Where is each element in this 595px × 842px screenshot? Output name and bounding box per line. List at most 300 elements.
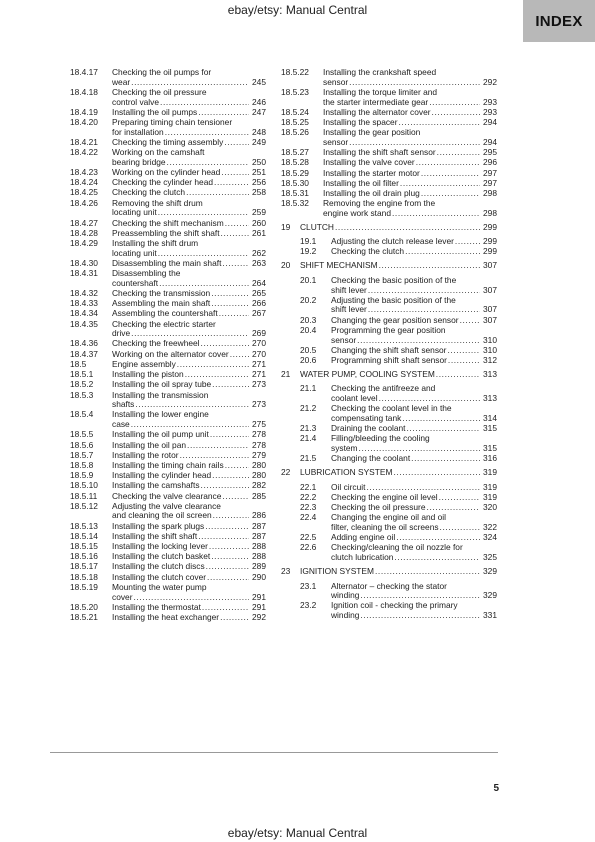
toc-entry-title: Checking the clutch xyxy=(112,187,186,198)
toc-entry-title: Working on the cylinder head xyxy=(112,167,221,178)
toc-entry-title: the starter intermediate gear xyxy=(323,96,429,107)
bottom-banner: ebay/etsy: Manual Central xyxy=(227,826,368,840)
toc-entry-page: 265 xyxy=(252,287,266,298)
dot-leader xyxy=(224,138,249,148)
toc-entry-title: Preparing timing chain tensioner xyxy=(112,117,233,128)
toc-entry-title: Installing the rotor xyxy=(112,449,179,460)
dot-leader xyxy=(379,261,480,271)
toc-entry-title: Adjusting the valve clearance xyxy=(112,500,221,511)
toc-entry[interactable] xyxy=(70,269,266,288)
toc-entry-page: 296 xyxy=(483,157,497,168)
toc-entry-number: 18.5.3 xyxy=(70,389,94,400)
toc-entry-page: 273 xyxy=(252,399,266,410)
toc-entry-page: 329 xyxy=(483,590,497,601)
toc-entry-page: 313 xyxy=(483,393,497,404)
toc-entry-title: Installing the spacer xyxy=(323,117,398,128)
toc-entry[interactable] xyxy=(70,320,266,339)
toc-entry-page: 289 xyxy=(252,561,266,572)
toc-entry-title: Working on the alternator cover xyxy=(112,348,229,359)
toc-entry-number: 19 xyxy=(281,221,291,232)
toc-entry-title: Installing the shift drum xyxy=(112,237,199,248)
toc-entry-title: locating unit xyxy=(112,207,157,218)
toc-entry[interactable] xyxy=(70,562,266,572)
toc-entry-number: 18.4.35 xyxy=(70,318,98,329)
dot-leader xyxy=(416,158,480,168)
dot-leader xyxy=(411,454,480,464)
toc-entry-page: 315 xyxy=(483,443,497,454)
toc-entry[interactable] xyxy=(281,261,497,271)
toc-entry-page: 291 xyxy=(252,601,266,612)
dot-leader xyxy=(405,247,480,257)
toc-entry-page: 258 xyxy=(252,187,266,198)
toc-entry-title: Oil circuit xyxy=(331,481,366,492)
toc-entry-number: 21.1 xyxy=(300,383,317,394)
toc-entry-number: 18.4.34 xyxy=(70,308,98,319)
toc-entry-number: 22.5 xyxy=(300,532,317,543)
toc-entry-title: Installing the oil pump unit xyxy=(112,429,209,440)
page-number: 5 xyxy=(493,783,499,794)
toc-entry[interactable] xyxy=(281,128,497,147)
toc-entry-page: 310 xyxy=(483,344,497,355)
toc-entry[interactable] xyxy=(300,326,497,345)
dot-leader xyxy=(394,553,480,563)
toc-entry-title: Installing the transmission xyxy=(112,389,209,400)
toc-entry-title: Assembling the main shaft xyxy=(112,298,211,309)
toc-entry-page: 313 xyxy=(483,368,497,379)
toc-entry[interactable] xyxy=(281,68,497,87)
toc-entry-title: Checking the shift mechanism xyxy=(112,217,224,228)
toc-entry-number: 18.4.29 xyxy=(70,237,98,248)
toc-entry-title: bearing bridge xyxy=(112,156,166,167)
toc-entry[interactable] xyxy=(300,454,497,464)
dot-leader xyxy=(209,542,249,552)
toc-entry-page: 266 xyxy=(252,298,266,309)
toc-entry[interactable] xyxy=(70,451,266,461)
dot-leader xyxy=(201,481,249,491)
toc-entry-title: Checking the antifreeze and xyxy=(331,383,436,394)
toc-entry-title: CLUTCH xyxy=(300,221,334,232)
dot-leader xyxy=(221,229,249,239)
dot-leader xyxy=(421,169,480,179)
toc-entry-number: 18.5.5 xyxy=(70,429,94,440)
toc-entry-page: 319 xyxy=(483,467,497,478)
toc-entry-number: 18.4.27 xyxy=(70,217,98,228)
toc-entry-page: 319 xyxy=(483,491,497,502)
toc-entry-number: 18.4.19 xyxy=(70,106,98,117)
toc-entry-title: LUBRICATION SYSTEM xyxy=(300,467,393,478)
toc-entry-title: sensor xyxy=(323,136,349,147)
toc-entry-page: 299 xyxy=(483,221,497,232)
toc-entry[interactable] xyxy=(300,404,497,423)
toc-entry[interactable] xyxy=(300,513,497,532)
toc-entry-number: 18.4.28 xyxy=(70,227,98,238)
toc-entry-page: 316 xyxy=(483,453,497,464)
toc-entry[interactable] xyxy=(70,339,266,349)
toc-entry-page: 287 xyxy=(252,520,266,531)
toc-entry-number: 18.5.24 xyxy=(281,106,309,117)
toc-entry-title: Changing the gear position sensor xyxy=(331,314,459,325)
toc-entry-page: 261 xyxy=(252,227,266,238)
toc-entry-title: wear xyxy=(112,76,131,87)
dot-leader xyxy=(222,259,249,269)
toc-entry[interactable] xyxy=(300,356,497,366)
dot-leader xyxy=(202,603,249,613)
toc-entry-title: Installing the torque limiter and xyxy=(323,86,438,97)
toc-entry-page: 278 xyxy=(252,429,266,440)
toc-entry-title: Engine assembly xyxy=(112,358,176,369)
toc-entry-title: Adjusting the clutch release lever xyxy=(331,236,454,247)
toc-entry[interactable] xyxy=(70,502,266,521)
toc-entry-page: 331 xyxy=(483,610,497,621)
toc-entry[interactable] xyxy=(300,247,497,257)
toc-entry[interactable] xyxy=(70,391,266,410)
footer-divider xyxy=(50,752,498,753)
toc-entry-title: shift lever xyxy=(331,284,367,295)
dot-leader xyxy=(222,492,249,502)
toc-entry[interactable] xyxy=(300,296,497,315)
dot-leader xyxy=(436,370,480,380)
toc-entry-number: 20.2 xyxy=(300,294,317,305)
dot-leader xyxy=(211,289,249,299)
toc-entry[interactable] xyxy=(70,603,266,613)
toc-entry-number: 19.1 xyxy=(300,236,317,247)
toc-entry-title: Installing the crankshaft speed xyxy=(323,67,437,77)
toc-entry[interactable] xyxy=(70,583,266,602)
toc-entry-number: 21 xyxy=(281,368,291,379)
toc-entry-number: 21.5 xyxy=(300,453,317,464)
toc-entry-title: Installing the piston xyxy=(112,369,184,380)
toc-entry-title: Removing the engine from the xyxy=(323,198,436,209)
toc-entry-title: control valve xyxy=(112,96,160,107)
toc-entry-page: 263 xyxy=(252,257,266,268)
dot-leader xyxy=(213,511,249,521)
toc-entry-number: 18.5.28 xyxy=(281,157,309,168)
toc-entry-number: 18.5.9 xyxy=(70,470,94,481)
toc-entry[interactable] xyxy=(300,483,497,493)
dot-leader xyxy=(201,339,249,349)
toc-entry-number: 18.5.17 xyxy=(70,561,98,572)
toc-entry-page: 293 xyxy=(483,106,497,117)
toc-entry-title: clutch lubrication xyxy=(331,552,394,563)
toc-entry-title: Checking the oil pressure xyxy=(112,86,207,97)
toc-entry-page: 286 xyxy=(252,510,266,521)
dot-leader xyxy=(206,562,249,572)
toc-entry-page: 315 xyxy=(483,423,497,434)
toc-column-left xyxy=(70,68,266,623)
toc-entry-number: 18.4.18 xyxy=(70,86,98,97)
toc-entry-page: 282 xyxy=(252,480,266,491)
toc-entry-number: 22.1 xyxy=(300,481,317,492)
toc-entry-title: Checking/cleaning the oil nozzle for xyxy=(331,542,463,553)
toc-entry-number: 18.5.21 xyxy=(70,611,98,622)
toc-entry-page: 324 xyxy=(483,532,497,543)
toc-entry-title: shift lever xyxy=(331,304,367,315)
toc-entry-title: coolant level xyxy=(331,393,378,404)
dot-leader xyxy=(205,522,249,532)
toc-entry-number: 20.4 xyxy=(300,324,317,335)
toc-entry-title: Installing the camshafts xyxy=(112,480,200,491)
toc-entry-number: 22.3 xyxy=(300,502,317,513)
dot-leader xyxy=(159,279,249,289)
dot-leader xyxy=(429,98,480,108)
toc-entry-number: 18.5.18 xyxy=(70,571,98,582)
toc-entry[interactable] xyxy=(70,430,266,440)
toc-entry-title: Installing the oil drain plug xyxy=(323,187,420,198)
toc-entry[interactable] xyxy=(70,148,266,167)
toc-entry-title: Adjusting the basic position of the xyxy=(331,294,456,305)
toc-entry[interactable] xyxy=(281,567,497,577)
toc-entry-page: 271 xyxy=(252,358,266,369)
toc-entry-number: 20.6 xyxy=(300,354,317,365)
toc-entry-title: filter, cleaning the oil screens xyxy=(331,522,439,533)
dot-leader xyxy=(335,223,480,233)
toc-entry-page: 314 xyxy=(483,413,497,423)
toc-entry-number: 18.4.32 xyxy=(70,287,98,298)
toc-entry-title: locating unit xyxy=(112,247,157,258)
toc-entry[interactable] xyxy=(281,179,497,189)
toc-entry-page: 292 xyxy=(483,76,497,87)
toc-entry-page: 295 xyxy=(483,147,497,158)
toc-entry-number: 21.4 xyxy=(300,433,317,444)
toc-entry-number: 18.4.24 xyxy=(70,177,98,188)
toc-entry-number: 18.5.2 xyxy=(70,379,94,390)
toc-entry-number: 18.5.7 xyxy=(70,449,94,460)
dot-leader xyxy=(437,148,480,158)
toc-entry-title: Programming shift shaft sensor xyxy=(331,354,447,365)
toc-entry-number: 18.5.8 xyxy=(70,459,94,470)
toc-entry-title: cover xyxy=(112,591,133,602)
toc-entry-number: 18.4.17 xyxy=(70,67,98,77)
toc-entry-title: Checking the oil pumps for xyxy=(112,67,212,77)
toc-entry-number: 18.5.13 xyxy=(70,520,98,531)
toc-entry-title: Checking the cylinder head xyxy=(112,177,214,188)
toc-entry-title: Mounting the water pump xyxy=(112,581,207,592)
toc-entry-title: sensor xyxy=(323,76,349,87)
dot-leader xyxy=(357,336,480,346)
toc-entry-title: Programming the gear position xyxy=(331,324,446,335)
dot-leader xyxy=(432,108,480,118)
toc-entry-page: 292 xyxy=(252,611,266,622)
dot-leader xyxy=(366,483,480,493)
toc-entry-title: Installing the timing chain rails xyxy=(112,459,224,470)
dot-leader xyxy=(133,593,249,603)
toc-entry-page: 256 xyxy=(252,177,266,188)
toc-entry-title: sensor xyxy=(331,334,357,345)
toc-entry-title: Preassembling the shift shaft xyxy=(112,227,220,238)
toc-entry[interactable] xyxy=(70,68,266,87)
dot-leader xyxy=(177,360,249,370)
toc-entry-number: 18.5 xyxy=(70,358,87,369)
toc-entry-number: 20.5 xyxy=(300,344,317,355)
toc-entry-title: Checking the timing assembly xyxy=(112,136,224,147)
toc-entry-page: 298 xyxy=(483,187,497,198)
toc-entry-title: Removing the shift drum xyxy=(112,197,203,208)
toc-entry-title: Changing the shift shaft sensor xyxy=(331,344,447,355)
toc-entry[interactable] xyxy=(70,239,266,258)
dot-leader xyxy=(225,219,249,229)
toc-entry[interactable] xyxy=(281,223,497,233)
toc-entry-page: 269 xyxy=(252,328,266,339)
dot-leader xyxy=(460,316,480,326)
toc-entry[interactable] xyxy=(70,441,266,451)
dot-leader xyxy=(158,208,249,218)
toc-entry-number: 18.4.31 xyxy=(70,268,98,279)
toc-entry-page: 299 xyxy=(483,246,497,257)
toc-entry-number: 18.5.1 xyxy=(70,369,94,380)
toc-entry[interactable] xyxy=(70,613,266,623)
toc-entry-title: Installing the shift shaft xyxy=(112,530,198,541)
toc-entry-title: Assembling the countershaft xyxy=(112,308,218,319)
toc-entry-page: 260 xyxy=(252,217,266,228)
toc-entry-page: 329 xyxy=(483,565,497,576)
dot-leader xyxy=(440,523,480,533)
toc-entry-page: 249 xyxy=(252,136,266,147)
toc-entry-number: 23 xyxy=(281,565,291,576)
toc-entry-title: Disassembling the main shaft xyxy=(112,257,222,268)
toc-entry[interactable] xyxy=(281,169,497,179)
dot-leader xyxy=(212,471,249,481)
toc-entry[interactable] xyxy=(300,384,497,403)
toc-entry-title: Filling/bleeding the cooling xyxy=(331,433,430,444)
toc-entry-number: 18.5.15 xyxy=(70,541,98,552)
toc-entry-title: Checking the engine oil level xyxy=(331,491,438,502)
toc-column-right xyxy=(281,68,497,621)
toc-entry-page: 320 xyxy=(483,502,497,513)
toc-entry-number: 18.5.22 xyxy=(281,67,309,77)
toc-entry-page: 251 xyxy=(252,167,266,178)
toc-entry-title: countershaft xyxy=(112,277,159,288)
toc-entry-number: 18.5.29 xyxy=(281,167,309,178)
toc-entry[interactable] xyxy=(70,522,266,532)
toc-entry-title: Disassembling the xyxy=(112,268,181,279)
toc-entry-page: 275 xyxy=(252,419,266,430)
toc-entry-page: 297 xyxy=(483,167,497,178)
toc-entry-page: 280 xyxy=(252,459,266,470)
toc-entry-title: Installing the gear position xyxy=(323,127,421,138)
toc-entry-page: 262 xyxy=(252,247,266,258)
toc-entry-page: 270 xyxy=(252,338,266,349)
dot-leader xyxy=(447,346,480,356)
toc-entry-title: Installing the oil spray tube xyxy=(112,379,212,390)
toc-entry[interactable] xyxy=(70,118,266,137)
toc-entry-page: 307 xyxy=(483,260,497,271)
toc-entry-title: Working on the camshaft xyxy=(112,147,205,158)
toc-entry[interactable] xyxy=(70,481,266,491)
toc-entry-number: 18.5.16 xyxy=(70,551,98,562)
toc-entry-title: Installing the oil pumps xyxy=(112,106,198,117)
toc-entry-page: 325 xyxy=(483,552,497,563)
toc-entry-page: 245 xyxy=(252,76,266,87)
dot-leader xyxy=(455,237,480,247)
toc-entry[interactable] xyxy=(281,468,497,478)
toc-entry-title: winding xyxy=(331,590,360,601)
toc-entry-title: Checking the basic position of the xyxy=(331,274,457,285)
toc-entry-title: and cleaning the oil screen xyxy=(112,510,212,521)
toc-entry-title: IGNITION SYSTEM xyxy=(300,565,374,576)
toc-entry-number: 18.4.36 xyxy=(70,338,98,349)
toc-entry[interactable] xyxy=(300,601,497,620)
toc-entry-title: Checking the transmission xyxy=(112,287,211,298)
toc-entry-number: 18.4.25 xyxy=(70,187,98,198)
toc-entry-page: 273 xyxy=(252,379,266,390)
toc-entry[interactable] xyxy=(281,158,497,168)
toc-entry-title: Ignition coil - checking the primary xyxy=(331,600,458,611)
toc-entry[interactable] xyxy=(281,199,497,218)
dot-leader xyxy=(225,461,249,471)
toc-entry[interactable] xyxy=(300,582,497,601)
dot-leader xyxy=(165,128,249,138)
toc-entry-number: 18.5.19 xyxy=(70,581,98,592)
toc-entry-page: 294 xyxy=(483,136,497,147)
toc-entry-number: 22.6 xyxy=(300,542,317,553)
toc-entry-page: 291 xyxy=(252,591,266,602)
toc-entry-title: SHIFT MECHANISM xyxy=(300,260,378,271)
toc-entry[interactable] xyxy=(281,370,497,380)
toc-entry-number: 18.4.22 xyxy=(70,147,98,158)
toc-entry-number: 18.5.27 xyxy=(281,147,309,158)
toc-entry-page: 297 xyxy=(483,177,497,188)
toc-entry-page: 287 xyxy=(252,530,266,541)
dot-leader xyxy=(214,178,249,188)
top-banner: ebay/etsy: Manual Central xyxy=(227,3,368,17)
toc-entry-title: Installing the alternator cover xyxy=(323,106,431,117)
toc-entry[interactable] xyxy=(300,434,497,453)
toc-entry-page: 307 xyxy=(483,314,497,325)
toc-entry[interactable] xyxy=(70,88,266,107)
dot-leader xyxy=(158,249,249,259)
toc-entry-number: 18.5.31 xyxy=(281,187,309,198)
toc-entry-page: 247 xyxy=(252,106,266,117)
index-section-tab[interactable]: INDEX xyxy=(523,0,595,42)
toc-entry[interactable] xyxy=(281,88,497,107)
toc-entry-title: Adding engine oil xyxy=(331,532,396,543)
toc-entry-title: engine work stand xyxy=(323,207,391,218)
toc-entry-number: 19.2 xyxy=(300,246,317,257)
toc-entry-number: 18.4.23 xyxy=(70,167,98,178)
toc-entry-page: 285 xyxy=(252,490,266,501)
toc-entry-title: Installing the locking lever xyxy=(112,541,208,552)
toc-entry-number: 22.2 xyxy=(300,491,317,502)
toc-entry-page: 246 xyxy=(252,96,266,107)
dot-leader xyxy=(207,573,249,583)
toc-entry[interactable] xyxy=(70,410,266,429)
dot-leader xyxy=(180,451,249,461)
toc-entry-page: 307 xyxy=(483,284,497,295)
toc-entry-number: 18.4.30 xyxy=(70,257,98,268)
dot-leader xyxy=(368,305,480,315)
toc-entry-page: 280 xyxy=(252,470,266,481)
toc-entry-page: 250 xyxy=(252,156,266,167)
toc-entry-number: 18.5.26 xyxy=(281,127,309,138)
toc-entry-title: WATER PUMP, COOLING SYSTEM xyxy=(300,368,435,379)
dot-leader xyxy=(187,441,249,451)
toc-entry[interactable] xyxy=(300,276,497,295)
toc-entry-number: 18.5.4 xyxy=(70,409,94,420)
toc-entry[interactable] xyxy=(300,543,497,562)
toc-entry-title: Installing the starter motor xyxy=(323,167,420,178)
toc-entry-title: Installing the clutch discs xyxy=(112,561,205,572)
dot-leader xyxy=(360,611,480,621)
toc-entry-title: Changing the coolant xyxy=(331,453,411,464)
toc-entry-number: 18.5.23 xyxy=(281,86,309,97)
toc-entry-page: 310 xyxy=(483,334,497,345)
toc-entry-page: 278 xyxy=(252,439,266,450)
toc-entry[interactable] xyxy=(70,350,266,360)
toc-entry[interactable] xyxy=(70,219,266,229)
toc-entry-number: 22 xyxy=(281,467,291,478)
toc-entry[interactable] xyxy=(70,199,266,218)
toc-entry-page: 271 xyxy=(252,369,266,380)
